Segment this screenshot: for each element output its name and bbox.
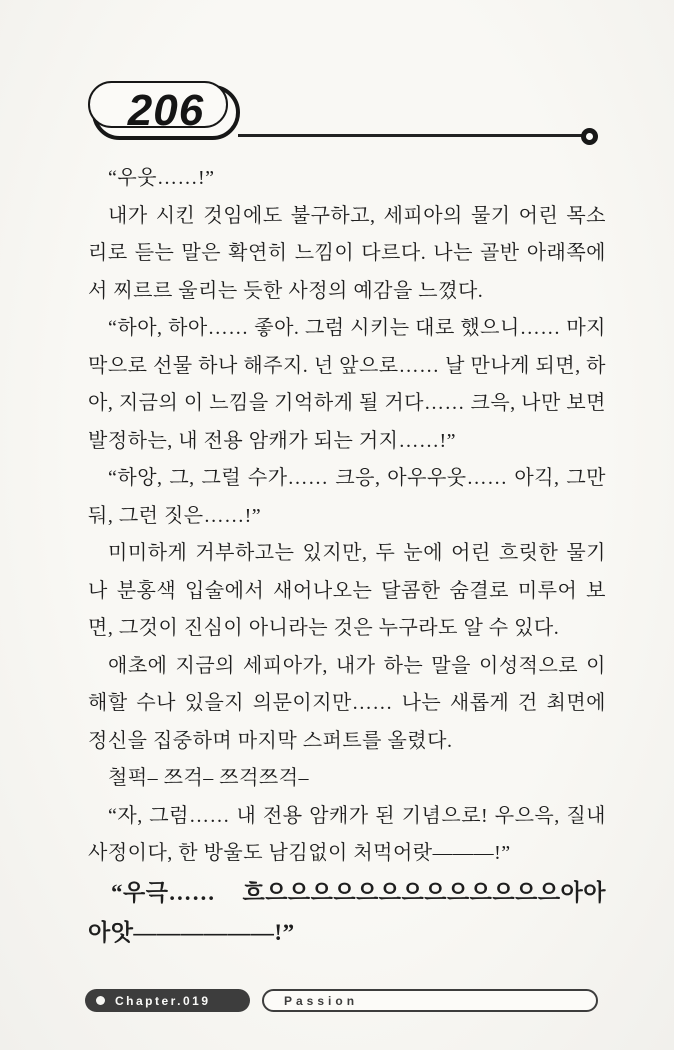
paragraph: 미미하게 거부하고는 있지만, 두 눈에 어린 흐릿한 물기나 분홍색 입술에서 새어나오는 달콤한 숨결로 미루어 보면, 그것이 진심이 아니라는 것은 누구라도 알 수 있다. [88, 542, 606, 639]
paragraph: “우극…… 흐으으으으으으으으으으으으으아아아앗——————!” [88, 879, 606, 945]
chapter-label: Chapter.019 [115, 993, 211, 1008]
paragraph: 내가 시킨 것임에도 불구하고, 세피아의 물기 어린 목소리로 듣는 말은 확연히 느낌이 다르다. 나는 골반 아래쪽에서 찌르르 울리는 듯한 사정의 예감을 느꼈다. [88, 204, 606, 302]
paragraph: “우웃……!” [108, 167, 215, 189]
header-rule-end-ring-icon [581, 128, 598, 145]
chapter-bullet-icon [96, 996, 105, 1005]
chapter-badge [85, 989, 250, 1012]
page-text [88, 160, 606, 953]
section-title-label: Passion [284, 993, 359, 1008]
paragraph: 애초에 지금의 세피아가, 내가 하는 말을 이성적으로 이해할 수나 있을지 의문이지만…… 나는 새롭게 건 최면에 정신을 집중하며 마지막 스퍼트를 올렸다. [88, 654, 606, 752]
paragraph: “자, 그럼…… 내 전용 암캐가 된 기념으로! 우으윽, 질내사정이다, 한 방울도 남김없이 처먹어랏———!” [88, 804, 606, 864]
header-rule [238, 134, 583, 137]
paragraph: 철퍽– 쯔걱– 쯔걱쯔걱– [108, 767, 310, 789]
page-header [0, 0, 674, 150]
page-footer [0, 985, 674, 1025]
page-number: 206 [127, 85, 205, 135]
paragraph: “하앙, 그, 그럴 수가…… 크응, 아우우웃…… 아긱, 그만 둬, 그런 짓은……!” [88, 467, 606, 527]
page-number-badge [92, 85, 240, 140]
paragraph: “하아, 하아…… 좋아. 그럼 시키는 대로 했으니…… 마지막으로 선물 하나 해주지. 넌 앞으로…… 날 만나게 되면, 하아, 지금의 이 느낌을 기억하게 될 거다…… 크윽, 나만 보면 발정하는, 내 전용 암캐가 되는 거지……!” [88, 317, 606, 452]
section-title-badge [262, 989, 598, 1012]
